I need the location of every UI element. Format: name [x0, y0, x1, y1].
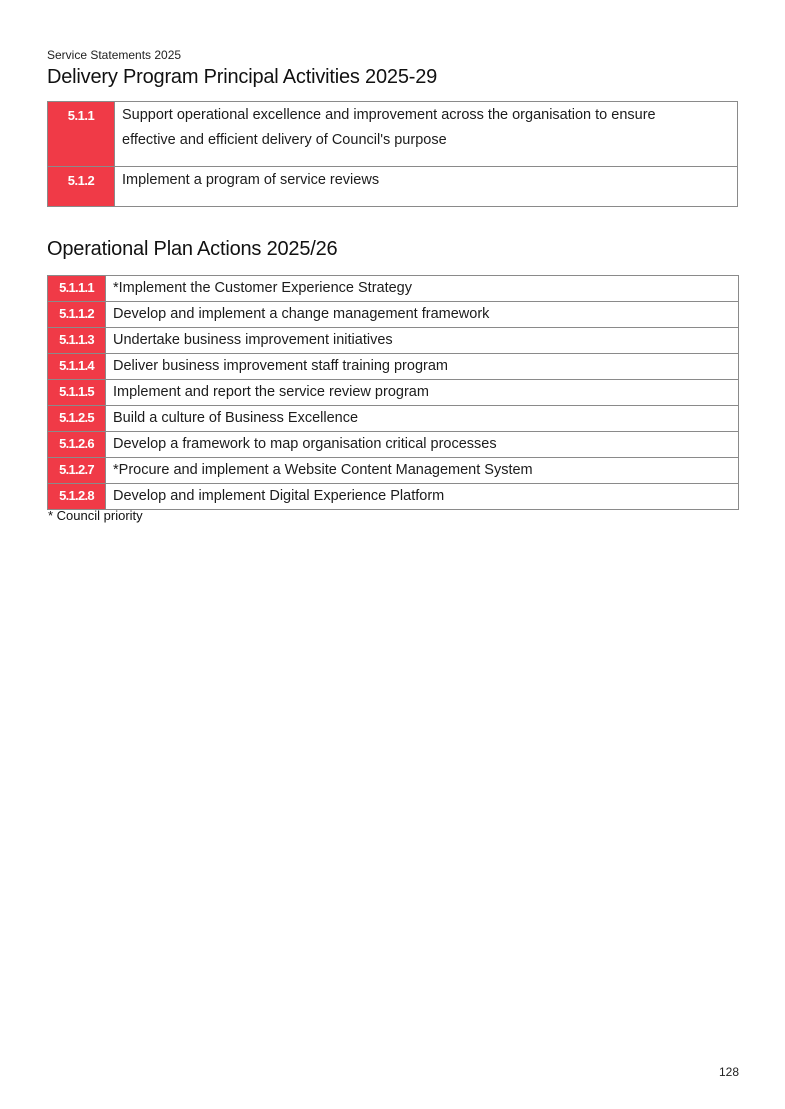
delivery-program-table	[47, 101, 738, 207]
action-code: 5.1.2.8	[48, 484, 106, 510]
table-row	[48, 102, 738, 167]
action-code: 5.1.2.7	[48, 458, 106, 484]
action-code: 5.1.2.5	[48, 406, 106, 432]
operational-plan-title: Operational Plan Actions 2025/26	[47, 238, 338, 260]
action-description: Undertake business improvement initiatives	[106, 328, 739, 354]
action-description: Develop and implement a change management framework	[106, 302, 739, 328]
council-priority-footnote: * Council priority	[48, 508, 143, 523]
action-code: 5.1.2.6	[48, 432, 106, 458]
action-description: Implement and report the service review program	[106, 380, 739, 406]
page-number: 128	[719, 1065, 740, 1079]
action-code: 5.1.1.2	[48, 302, 106, 328]
action-description: Build a culture of Business Excellence	[106, 406, 739, 432]
table-row	[48, 167, 738, 207]
table-row	[48, 458, 739, 484]
page-header-section: Service Statements 2025	[47, 48, 182, 62]
action-code: 5.1.1.5	[48, 380, 106, 406]
action-description: Develop and implement Digital Experience Platform	[106, 484, 739, 510]
action-code: 5.1.1.4	[48, 354, 106, 380]
table-row	[48, 380, 739, 406]
table-row	[48, 432, 739, 458]
activity-description-line: Implement a program of service reviews	[122, 172, 380, 188]
table-row	[48, 406, 739, 432]
operational-plan-table	[47, 275, 739, 510]
activity-description	[115, 102, 738, 167]
action-code: 5.1.1.3	[48, 328, 106, 354]
action-description: Develop a framework to map organisation critical processes	[106, 432, 739, 458]
action-description: *Implement the Customer Experience Strategy	[106, 276, 739, 302]
delivery-program-title: Delivery Program Principal Activities 2025-29	[47, 66, 438, 88]
activity-description-line: Support operational excellence and improvement across the organisation to ensure	[122, 107, 656, 123]
table-row	[48, 328, 739, 354]
action-code: 5.1.1.1	[48, 276, 106, 302]
activity-description	[115, 167, 738, 207]
table-row	[48, 354, 739, 380]
action-description: Deliver business improvement staff training program	[106, 354, 739, 380]
action-description: *Procure and implement a Website Content Management System	[106, 458, 739, 484]
table-row	[48, 302, 739, 328]
activity-code: 5.1.1	[48, 102, 115, 167]
activity-description-line: effective and efficient delivery of Council's purpose	[122, 132, 447, 148]
table-row	[48, 484, 739, 510]
activity-code: 5.1.2	[48, 167, 115, 207]
table-row	[48, 276, 739, 302]
